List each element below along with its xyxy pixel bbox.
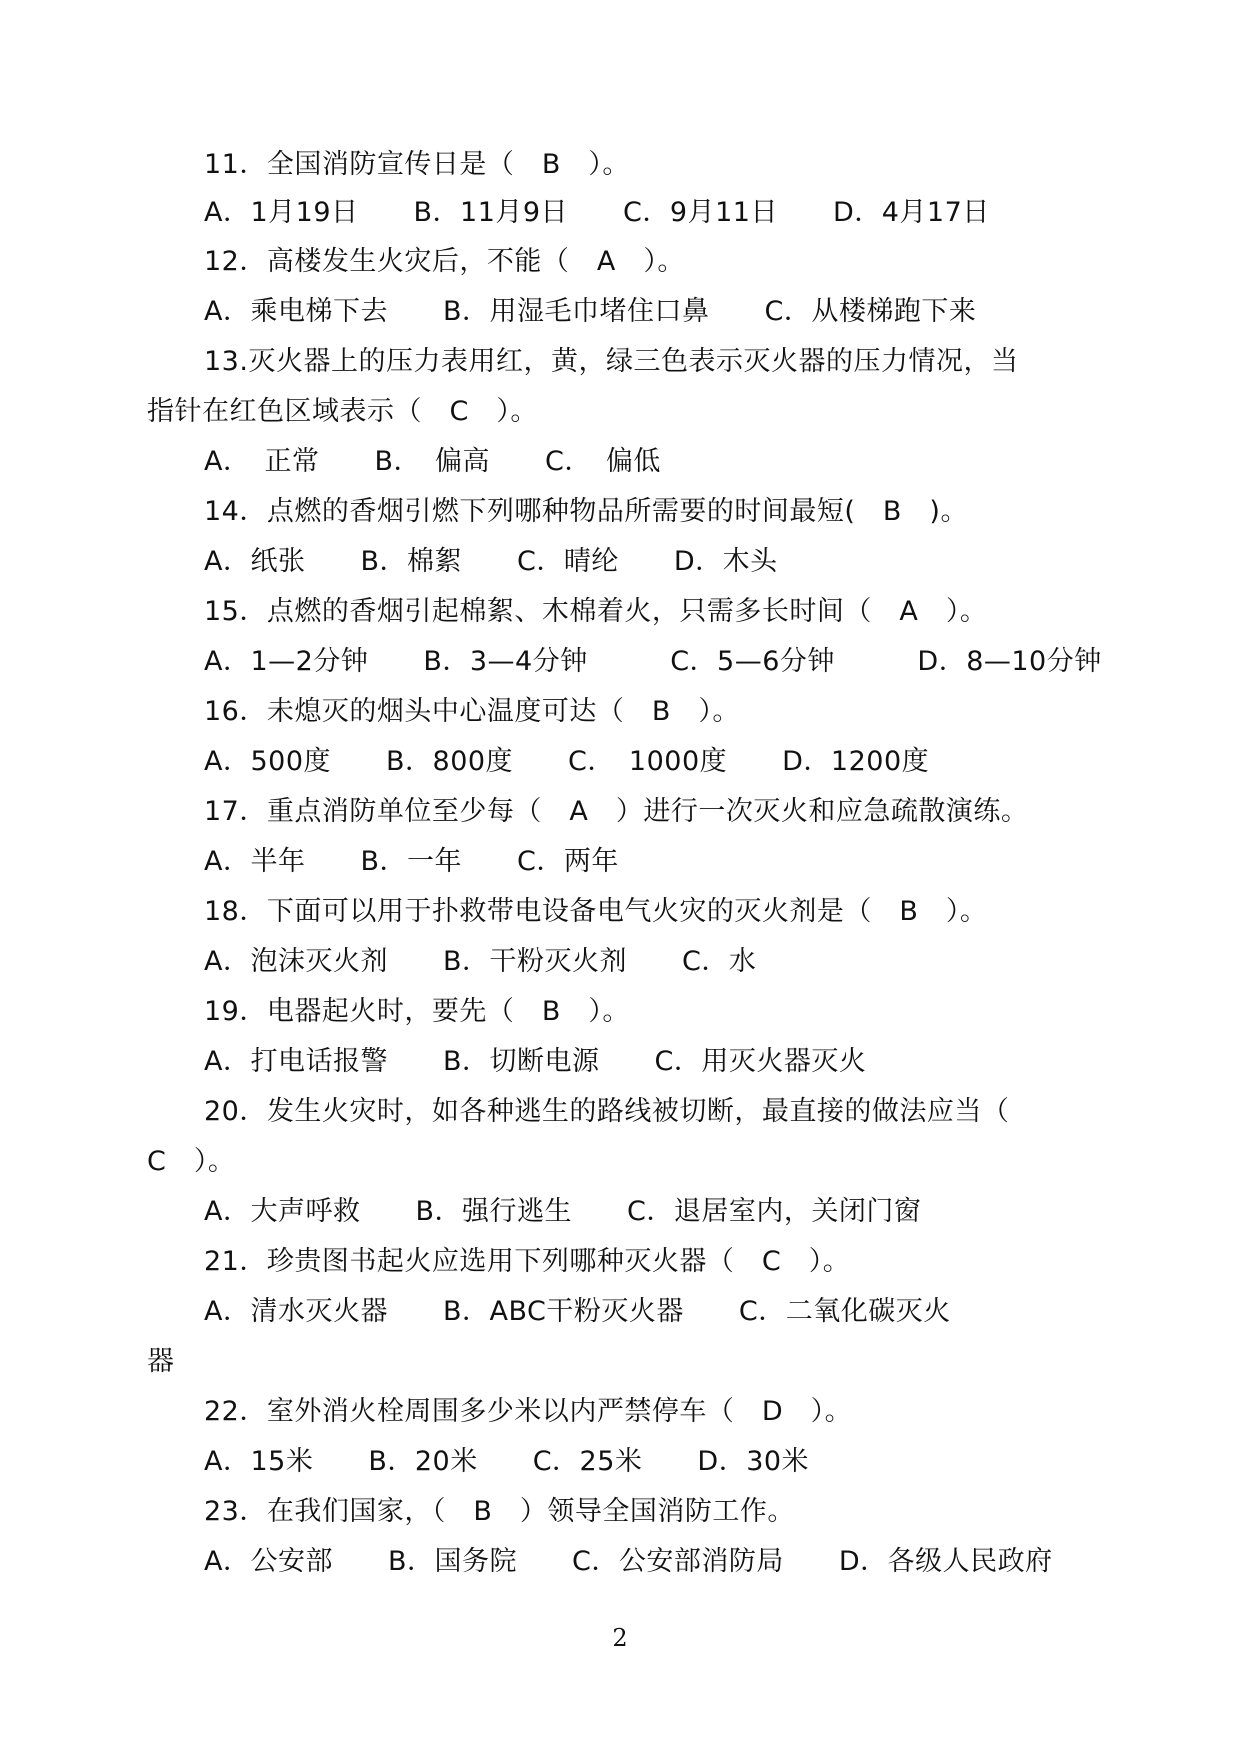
question-11: 11．全国消防宣传日是（ B ）。 [204, 149, 630, 180]
options-23: A．公安部 B．国务院 C．公安部消防局 D．各级人民政府 [204, 1546, 1053, 1577]
question-13-line-1: 13.灭火器上的压力表用红，黄，绿三色表示灭火器的压力情况，当 [204, 346, 1019, 377]
question-21: 21．珍贵图书起火应选用下列哪种灭火器（ C ）。 [204, 1246, 851, 1277]
options-19: A．打电话报警 B．切断电源 C．用灭火器灭火 [204, 1046, 867, 1077]
options-22: A．15米 B．20米 C．25米 D．30米 [204, 1446, 810, 1477]
question-20-line-2: C ）。 [147, 1146, 236, 1177]
options-13: A． 正常 B． 偏高 C． 偏低 [204, 446, 661, 477]
options-21-line-1: A．清水灭火器 B．ABC干粉灭火器 C．二氧化碳灭火 [204, 1296, 951, 1327]
options-14: A．纸张 B．棉絮 C．晴纶 D．木头 [204, 546, 778, 577]
question-16: 16．未熄灭的烟头中心温度可达（ B ）。 [204, 696, 740, 727]
options-15: A．1—2分钟 B．3—4分钟 C．5—6分钟 D．8—10分钟 [204, 646, 1102, 677]
question-18: 18．下面可以用于扑救带电设备电气火灾的灭火剂是（ B ）。 [204, 896, 988, 927]
question-15: 15．点燃的香烟引起棉絮、木棉着火，只需多长时间（ A ）。 [204, 596, 988, 627]
page-number: 2 [612, 1624, 628, 1652]
question-19: 19．电器起火时，要先（ B ）。 [204, 996, 630, 1027]
question-12: 12．高楼发生火灾后，不能（ A ）。 [204, 246, 685, 277]
question-13-line-2: 指针在红色区域表示（ C ）。 [147, 396, 538, 427]
question-14: 14．点燃的香烟引燃下列哪种物品所需要的时间最短( B )。 [204, 496, 968, 527]
options-12: A．乘电梯下去 B．用湿毛巾堵住口鼻 C．从楼梯跑下来 [204, 296, 977, 327]
question-20-line-1: 20．发生火灾时，如各种逃生的路线被切断，最直接的做法应当（ [204, 1096, 1010, 1127]
options-18: A．泡沫灭火剂 B．干粉灭火剂 C．水 [204, 946, 757, 977]
options-20: A．大声呼救 B．强行逃生 C．退居室内，关闭门窗 [204, 1196, 922, 1227]
options-21-line-2: 器 [147, 1346, 175, 1377]
options-11: A．1月19日 B．11月9日 C．9月11日 D．4月17日 [204, 197, 990, 228]
question-17: 17．重点消防单位至少每（ A ）进行一次灭火和应急疏散演练。 [204, 796, 1029, 827]
options-17: A．半年 B．一年 C．两年 [204, 846, 619, 877]
options-16: A．500度 B．800度 C． 1000度 D．1200度 [204, 746, 930, 777]
question-23: 23．在我们国家，（ B ）领导全国消防工作。 [204, 1496, 795, 1527]
question-22: 22．室外消火栓周围多少米以内严禁停车（ D ）。 [204, 1396, 853, 1427]
